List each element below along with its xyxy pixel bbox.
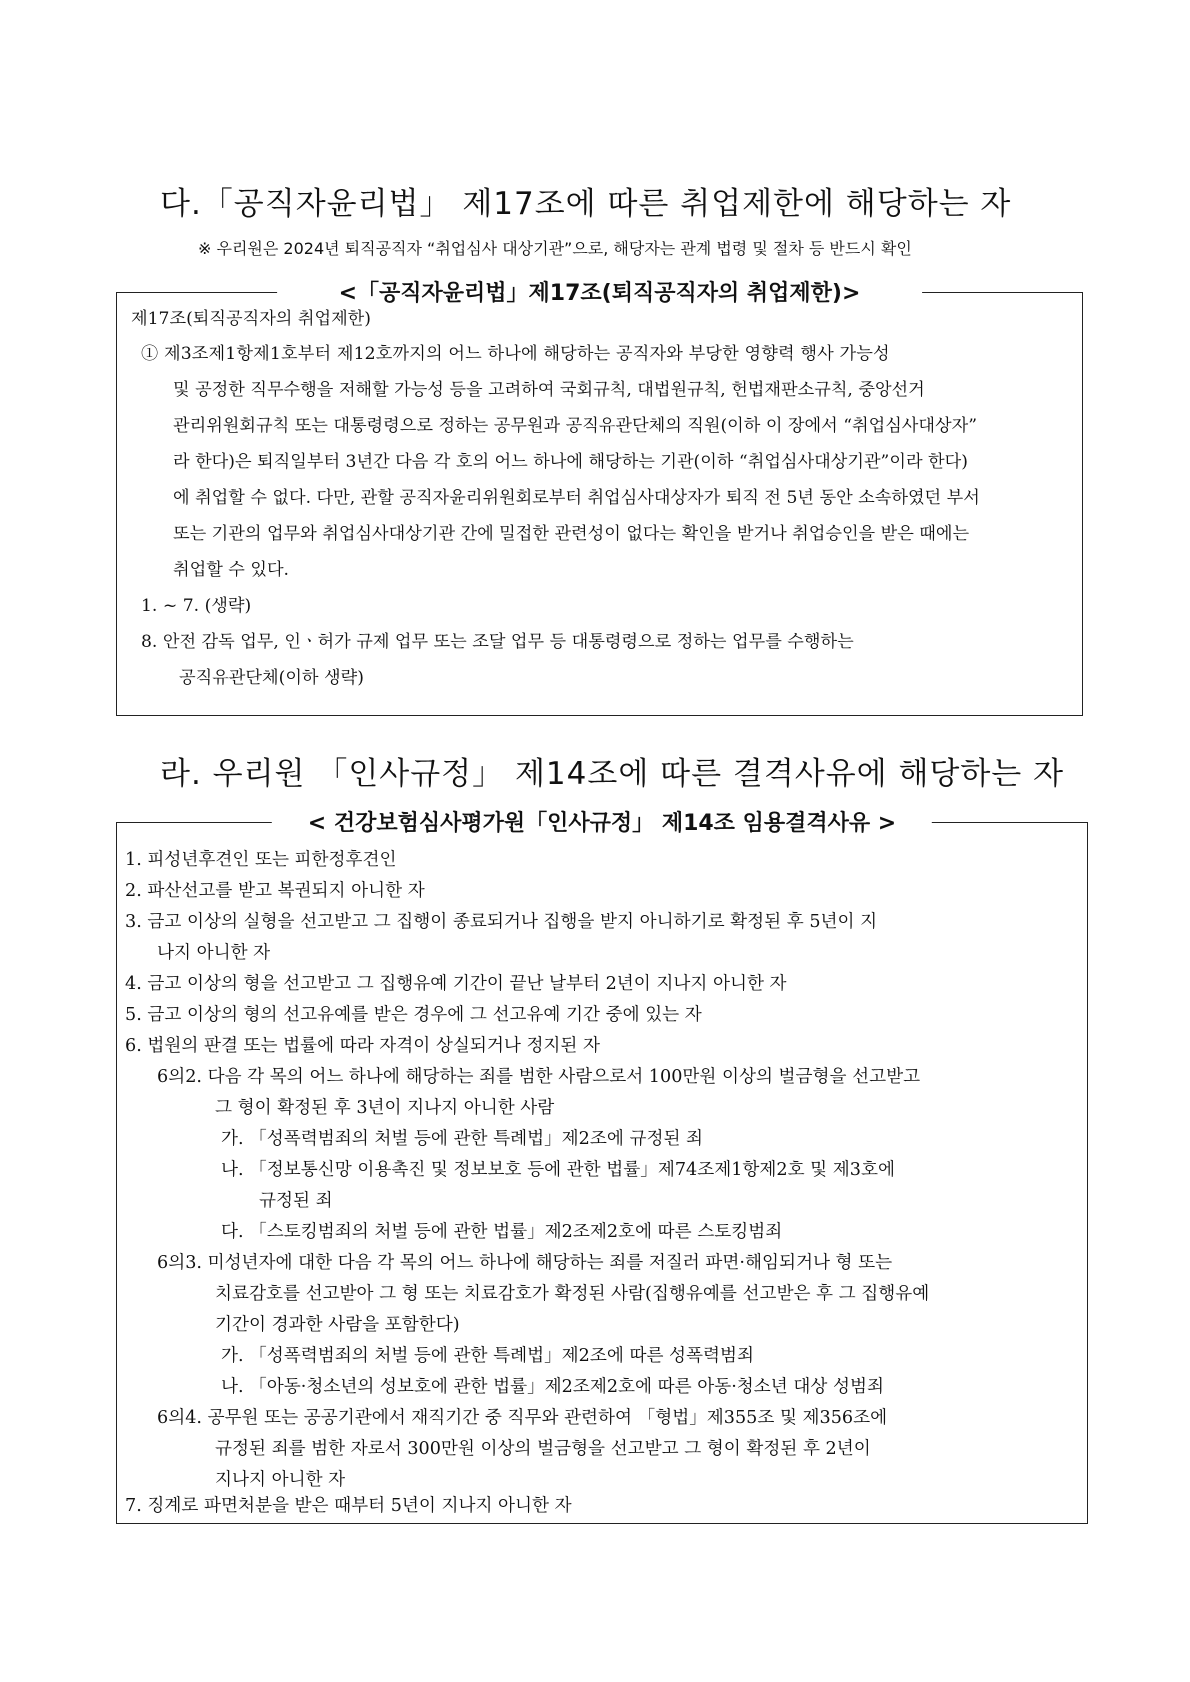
rule-line: 규정된 죄를 범한 자로서 300만원 이상의 벌금형을 선고받고 그 형이 확정된 후 2년이 [215, 1439, 871, 1459]
law-line: 제17조(퇴직공직자의 취업제한) [131, 309, 371, 329]
rule-line: 다. 「스토킹범죄의 처벌 등에 관한 법률」제2조제2호에 따른 스토킹범죄 [221, 1222, 783, 1242]
rule-line: 6의3. 미성년자에 대한 다음 각 목의 어느 하나에 해당하는 죄를 저질러 파면·해임되거나 형 또는 [157, 1253, 893, 1273]
law-line: 1. ~ 7. (생략) [141, 596, 252, 616]
law-box-17 [116, 281, 1083, 716]
rule-line: 지나지 아니한 자 [215, 1470, 346, 1490]
personnel-rule-box-title: < 건강보험심사평가원「인사규정」 제14조 임용결격사유 > [272, 806, 932, 837]
rule-line: 나. 「아동·청소년의 성보호에 관한 법률」제2조제2호에 따른 아동·청소년 대상 성범죄 [221, 1377, 884, 1397]
law-line: 취업할 수 있다. [173, 560, 290, 580]
law-box-17-title: <「공직자윤리법」제17조(퇴직공직자의 취업제한)> [277, 276, 923, 307]
rule-line: 그 형이 확정된 후 3년이 지나지 아니한 사람 [215, 1098, 555, 1118]
law-line: 및 공정한 직무수행을 저해할 가능성 등을 고려하여 국회규칙, 대법원규칙, 헌법재판소규칙, 중앙선거 [173, 380, 925, 400]
rule-line: 7. 징계로 파면처분을 받은 때부터 5년이 지나지 아니한 자 [125, 1496, 572, 1516]
rule-line: 6. 법원의 판결 또는 법률에 따라 자격이 상실되거나 정지된 자 [125, 1036, 601, 1056]
rule-line: 2. 파산선고를 받고 복권되지 아니한 자 [125, 881, 425, 901]
rule-line: 4. 금고 이상의 형을 선고받고 그 집행유예 기간이 끝난 날부터 2년이 지나지 아니한 자 [125, 974, 787, 994]
section-ra-heading: 라. 우리원 「인사규정」 제14조에 따른 결격사유에 해당하는 자 [160, 756, 1065, 792]
law-line: 관리위원회규칙 또는 대통령령으로 정하는 공무원과 공직유관단체의 직원(이하 이 장에서 “취업심사대상자” [173, 416, 977, 436]
section-da-heading: 다.「공직자윤리법」 제17조에 따른 취업제한에 해당하는 자 [160, 186, 1012, 222]
law-line: 공직유관단체(이하 생략) [179, 668, 364, 688]
law-line: 에 취업할 수 없다. 다만, 관할 공직자윤리위원회로부터 취업심사대상자가 퇴직 전 5년 동안 소속하였던 부서 [173, 488, 980, 508]
rule-line: 치료감호를 선고받아 그 형 또는 치료감호가 확정된 사람(집행유예를 선고받은 후 그 집행유예 [215, 1284, 930, 1304]
law-line: 라 한다)은 퇴직일부터 3년간 다음 각 호의 어느 하나에 해당하는 기관(이하 “취업심사대상기관”이라 한다) [173, 452, 968, 472]
rule-line: 5. 금고 이상의 형의 선고유예를 받은 경우에 그 선고유예 기간 중에 있는 자 [125, 1005, 702, 1025]
rule-line: 3. 금고 이상의 실형을 선고받고 그 집행이 종료되거나 집행을 받지 아니하기로 확정된 후 5년이 지 [125, 912, 878, 932]
law-line: 8. 안전 감독 업무, 인ㆍ허가 규제 업무 또는 조달 업무 등 대통령령으로 정하는 업무를 수행하는 [141, 632, 854, 652]
personnel-rule-box [116, 811, 1088, 1524]
rule-line: 1. 피성년후견인 또는 피한정후견인 [125, 850, 397, 870]
rule-line: 기간이 경과한 사람을 포함한다) [215, 1315, 460, 1335]
rule-line: 6의2. 다음 각 목의 어느 하나에 해당하는 죄를 범한 사람으로서 100만원 이상의 벌금형을 선고받고 [157, 1067, 921, 1087]
law-line: 또는 기관의 업무와 취업심사대상기관 간에 밀접한 관련성이 없다는 확인을 받거나 취업승인을 받은 때에는 [173, 524, 970, 544]
rule-line: 나. 「정보통신망 이용촉진 및 정보보호 등에 관한 법률」제74조제1항제2호 및 제3호에 [221, 1160, 895, 1180]
law-line: ① 제3조제1항제1호부터 제12호까지의 어느 하나에 해당하는 공직자와 부당한 영향력 행사 가능성 [141, 344, 890, 364]
rule-line: 가. 「성폭력범죄의 처벌 등에 관한 특례법」제2조에 따른 성폭력범죄 [221, 1346, 755, 1366]
rule-line: 나지 아니한 자 [157, 943, 271, 963]
notice-text: ※ 우리원은 2024년 퇴직공직자 “취업심사 대상기관”으로, 해당자는 관계 법령 및 절차 등 반드시 확인 [198, 239, 912, 258]
rule-line: 가. 「성폭력범죄의 처벌 등에 관한 특례법」제2조에 규정된 죄 [221, 1129, 704, 1149]
rule-line: 6의4. 공무원 또는 공공기관에서 재직기간 중 직무와 관련하여 「형법」제355조 및 제356조에 [157, 1408, 888, 1428]
rule-line: 규정된 죄 [259, 1191, 333, 1211]
